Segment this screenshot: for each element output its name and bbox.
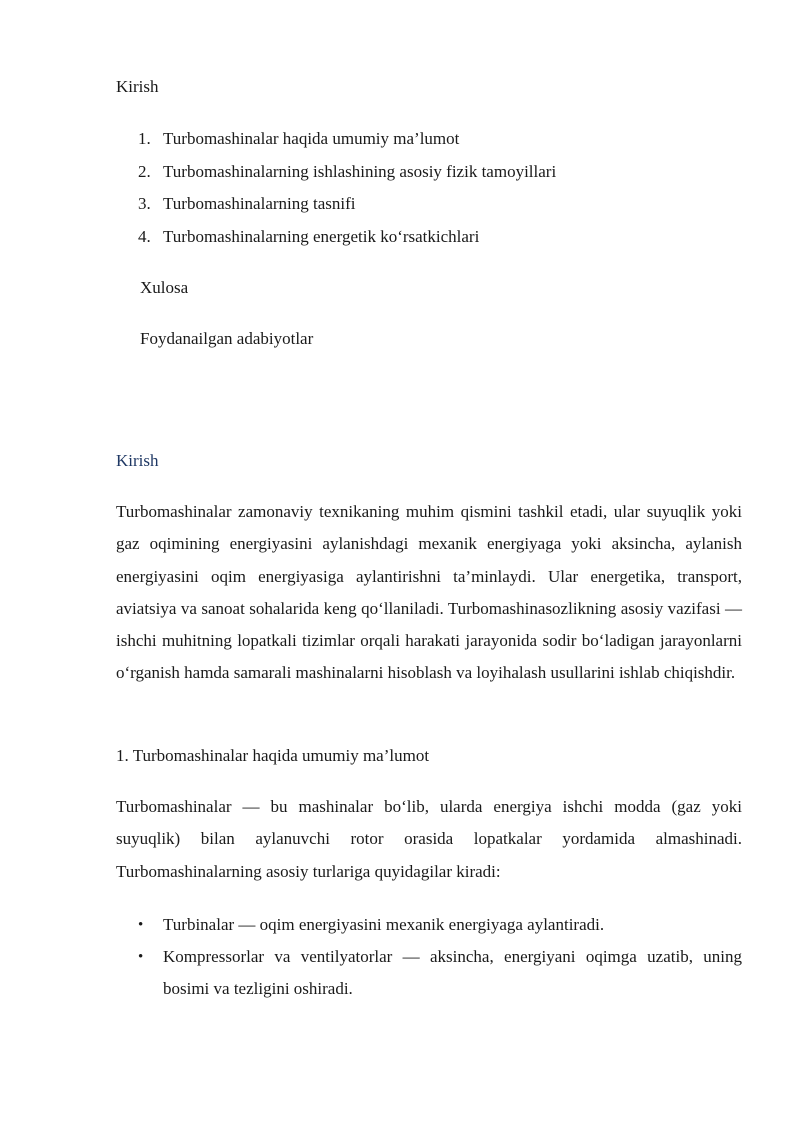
bullet-marker: • <box>138 917 144 933</box>
section-1-heading: 1. Turbomashinalar haqida umumiy ma’lumot <box>116 746 430 765</box>
toc-item-label: Turbomashinalar haqida umumiy ma’lumot <box>163 129 460 148</box>
bullet-marker: • <box>138 949 144 965</box>
bullet-text: Turbinalar — oqim energiyasini mexanik energiyaga aylantiradi. <box>163 915 605 934</box>
bullet-text: Kompressorlar va ventilyatorlar — aksincha, energiyani oqimga uzatib, uning bosimi va tezligini oshiradi. <box>163 947 742 999</box>
intro-paragraph: Turbomashinalar zamonaviy texnikaning muhim qismini tashkil etadi, ular suyuqlik yoki gaz oqimining energiyasini aylanishdagi mexanik energiyaga yoki aksincha, aylanish energiyasini oqim energiyasiga aylantirishni ta’minlaydi. Ular energetika, transport, aviatsiya va sanoat sohalarida keng qo‘llaniladi. Turbomashinasozlikning asosiy vazifasi — ishchi muhitning lopatkali tizimlar orqali harakati jarayonida sodir bo‘ladigan jarayonlarni o‘rganish hamda samarali mashinalarni hisoblash va loyihalash usullarini ishlab chiqishdir. <box>116 502 742 683</box>
toc-item-label: Turbomashinalarning energetik ko‘rsatkichlari <box>163 226 480 246</box>
toc-item-number: 2. <box>138 161 151 181</box>
toc-item-number: 4. <box>138 226 151 246</box>
toc-item-number: 1. <box>138 129 151 148</box>
section-1-paragraph: Turbomashinalar — bu mashinalar bo‘lib, ularda energiya ishchi modda (gaz yoki suyuqlik) bilan aylanuvchi rotor orasida lopatkalar yordamida almashinadi. Turbomashinalarning asosiy turlariga quyidagilar kiradi: <box>116 797 742 881</box>
toc-item-number: 3. <box>138 194 151 213</box>
toc-item-label: Turbomashinalarning tasnifi <box>163 194 356 213</box>
toc-references-entry: Foydanailgan adabiyotlar <box>140 329 314 348</box>
toc-conclusion-entry: Xulosa <box>140 278 189 297</box>
toc-intro-entry: Kirish <box>116 77 159 96</box>
intro-heading: Kirish <box>116 451 159 470</box>
toc-item-label: Turbomashinalarning ishlashining asosiy fizik tamoyillari <box>163 161 557 181</box>
